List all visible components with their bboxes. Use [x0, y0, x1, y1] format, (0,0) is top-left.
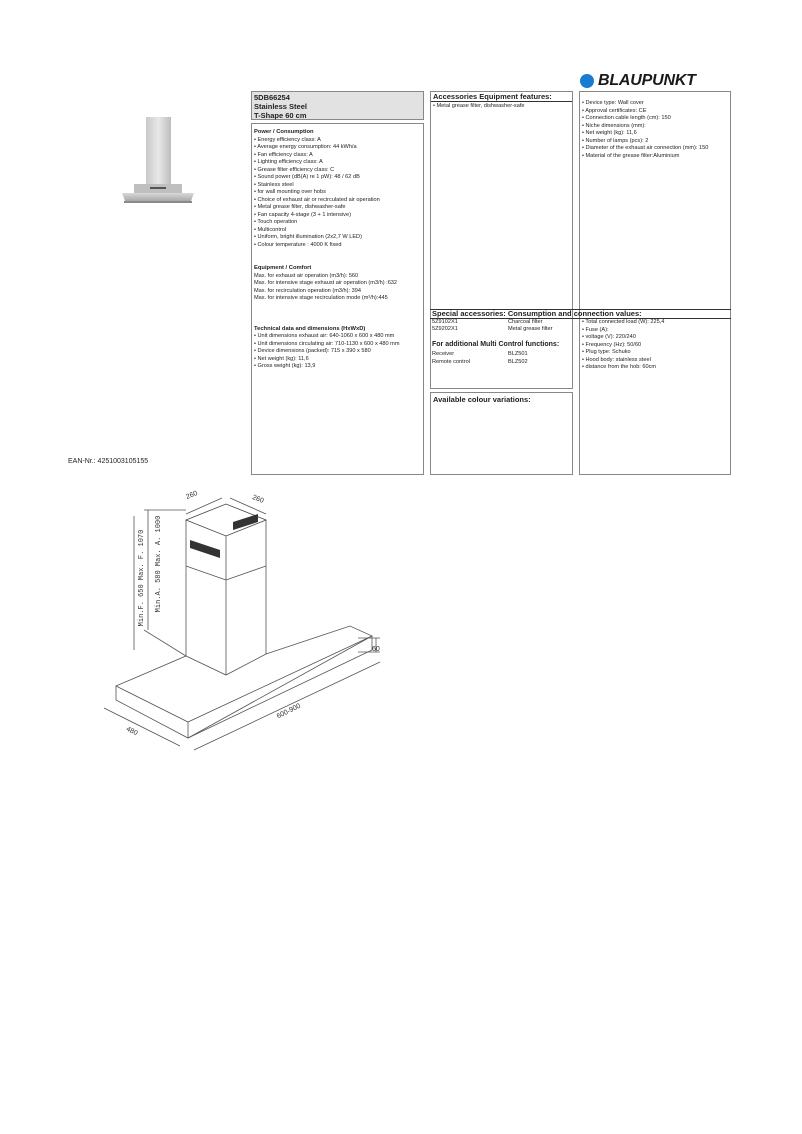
list-item: • Lighting efficiency class: A [254, 159, 323, 165]
brand-logo [578, 71, 718, 91]
colour-variations-title: Available colour variations: [433, 395, 531, 404]
table-row [432, 319, 572, 326]
list-item: • Energy efficiency class: A [254, 136, 321, 143]
list-item: Max. for intensive stage recirculation mode (m³/h):445 [254, 295, 388, 301]
technical-list [254, 333, 421, 371]
product-material: Stainless Steel [254, 102, 307, 111]
list-item: • Device type: Wall cover [582, 100, 644, 106]
list-item: • Device dimensions (packed): 715 x 390 x 580 [254, 348, 371, 354]
list-item: • distance from the hob: 60cm [582, 364, 657, 370]
ean-number: EAN-Nr.: 4251003105155 [68, 458, 149, 465]
comfort-title: Equipment / Comfort [254, 265, 312, 271]
accessory-code: 5Z9102X1 [432, 319, 458, 325]
list-item: • Net weight (kg): 11,6 [582, 130, 637, 136]
device-info-list [582, 100, 708, 160]
special-accessories-title: Special accessories: Consumption and connection values: [432, 309, 642, 318]
list-item: • Touch operation [254, 219, 298, 225]
power-list [254, 137, 421, 250]
accessory-desc: Metal grease filter [508, 326, 553, 332]
dim-height-a: Min.A. 580 Max. A. 1000 [155, 515, 163, 613]
list-item: • Connection cable length (cm): 150 [582, 115, 671, 121]
list-item: • Metal grease filter, dishwasher-safe [254, 204, 346, 210]
multi-control-title: For additional Multi Control functions: [432, 341, 560, 348]
list-item: • Average energy consumption: 44 kWh/a [254, 144, 357, 150]
accessory-desc: BLZ502 [508, 359, 528, 365]
accessory-code: 5Z9202X1 [432, 326, 458, 332]
list-item: • Material of the grease filter:Aluminium [582, 152, 680, 159]
list-item: • Frequency (Hz): 50/60 [582, 341, 642, 348]
accessory-code: Remote control [432, 359, 470, 365]
list-item: • Diameter of the exhaust air connection (mm): 150 [582, 145, 709, 151]
list-item: • Gross weight (kg): 13,9 [254, 363, 316, 369]
spec-column-1 [251, 123, 424, 475]
list-item: • Metal grease filter, dishwasher-safe [433, 103, 525, 109]
list-item: Max. for recirculation operation (m3/h): 394 [254, 287, 361, 294]
list-item: • Fan capacity 4-stage (3 + 1 intensive) [254, 211, 351, 218]
list-item: • Fuse (A): [582, 326, 609, 333]
accessories-title: Accessories Equipment features: [431, 92, 572, 102]
dimension-drawing [90, 480, 400, 770]
list-item: • Choice of exhaust air or recirculated air operation [254, 196, 380, 203]
list-item: • for wall mounting over hobs [254, 189, 326, 195]
accessory-desc: BLZ501 [508, 351, 528, 357]
colour-variations-box [430, 392, 573, 475]
list-item: • Hood body: stainless steel [582, 356, 651, 363]
list-item: • Stainless steel [254, 181, 294, 188]
dim-chimney-left: 260 [185, 490, 199, 501]
list-item: • Sound power (dB(A) re 1 pW): 48 / 62 dB [254, 174, 360, 180]
list-item: • Unit dimensions circulating air: 710-1130 x 600 x 480 mm [254, 340, 400, 347]
dim-width: 600-900 [275, 702, 302, 721]
accessories-list [431, 102, 572, 112]
list-item: • Plug type: Schuko [582, 349, 631, 355]
brand-logo-dot [580, 74, 594, 88]
accessory-code: Receiver [432, 351, 455, 357]
comfort-list [254, 273, 421, 303]
list-item: • Niche dimensions (mm): [582, 122, 646, 129]
power-title: Power / Consumption [254, 129, 314, 135]
table-row [432, 351, 572, 359]
list-item: • Grease filter efficiency class: C [254, 166, 335, 173]
list-item: • Total connected load (W): 225,4 [582, 319, 665, 325]
list-item: Max. for intensive stage exhaust air operation (m3/h) :632 [254, 280, 398, 286]
brand-name: BLAUPUNKT [598, 72, 696, 89]
list-item: • Number of lamps (pcs): 2 [582, 137, 649, 144]
list-item: • voltage (V): 220/240 [582, 334, 636, 340]
product-image [118, 115, 198, 210]
list-item: • Fan efficiency class: A [254, 151, 313, 158]
list-item: Max. for exhaust air operation (m3/h): 560 [254, 272, 359, 279]
table-row [432, 359, 572, 367]
product-header [251, 91, 424, 120]
table-row [432, 326, 572, 333]
special-accessories-table [432, 319, 572, 367]
dim-canopy-height: 60 [372, 646, 380, 653]
list-item: • Approval certificates: CE [582, 107, 647, 114]
list-item: • Unit dimensions exhaust air: 640-1060 x 600 x 480 mm [254, 333, 395, 339]
dim-depth: 480 [125, 725, 139, 738]
product-shape: T-Shape 60 cm [254, 111, 307, 120]
technical-title: Technical data and dimensions (HxWxD) [254, 325, 366, 332]
list-item: • Net weight (kg): 11,6 [254, 355, 309, 362]
list-item: • Uniform, bright illumination (2x2,7 W LED) [254, 234, 362, 240]
dim-height-f: Min.F. 650 Max. F. 1070 [138, 529, 146, 627]
dim-chimney-right: 260 [251, 494, 265, 505]
accessory-desc: Charcoal filter [508, 319, 543, 325]
list-item: • Colour temperature : 4000 K fixed [254, 241, 342, 248]
connection-values-list [582, 319, 664, 372]
model-number: 5DB66254 [254, 93, 290, 102]
list-item: • Multicontrol [254, 226, 287, 233]
